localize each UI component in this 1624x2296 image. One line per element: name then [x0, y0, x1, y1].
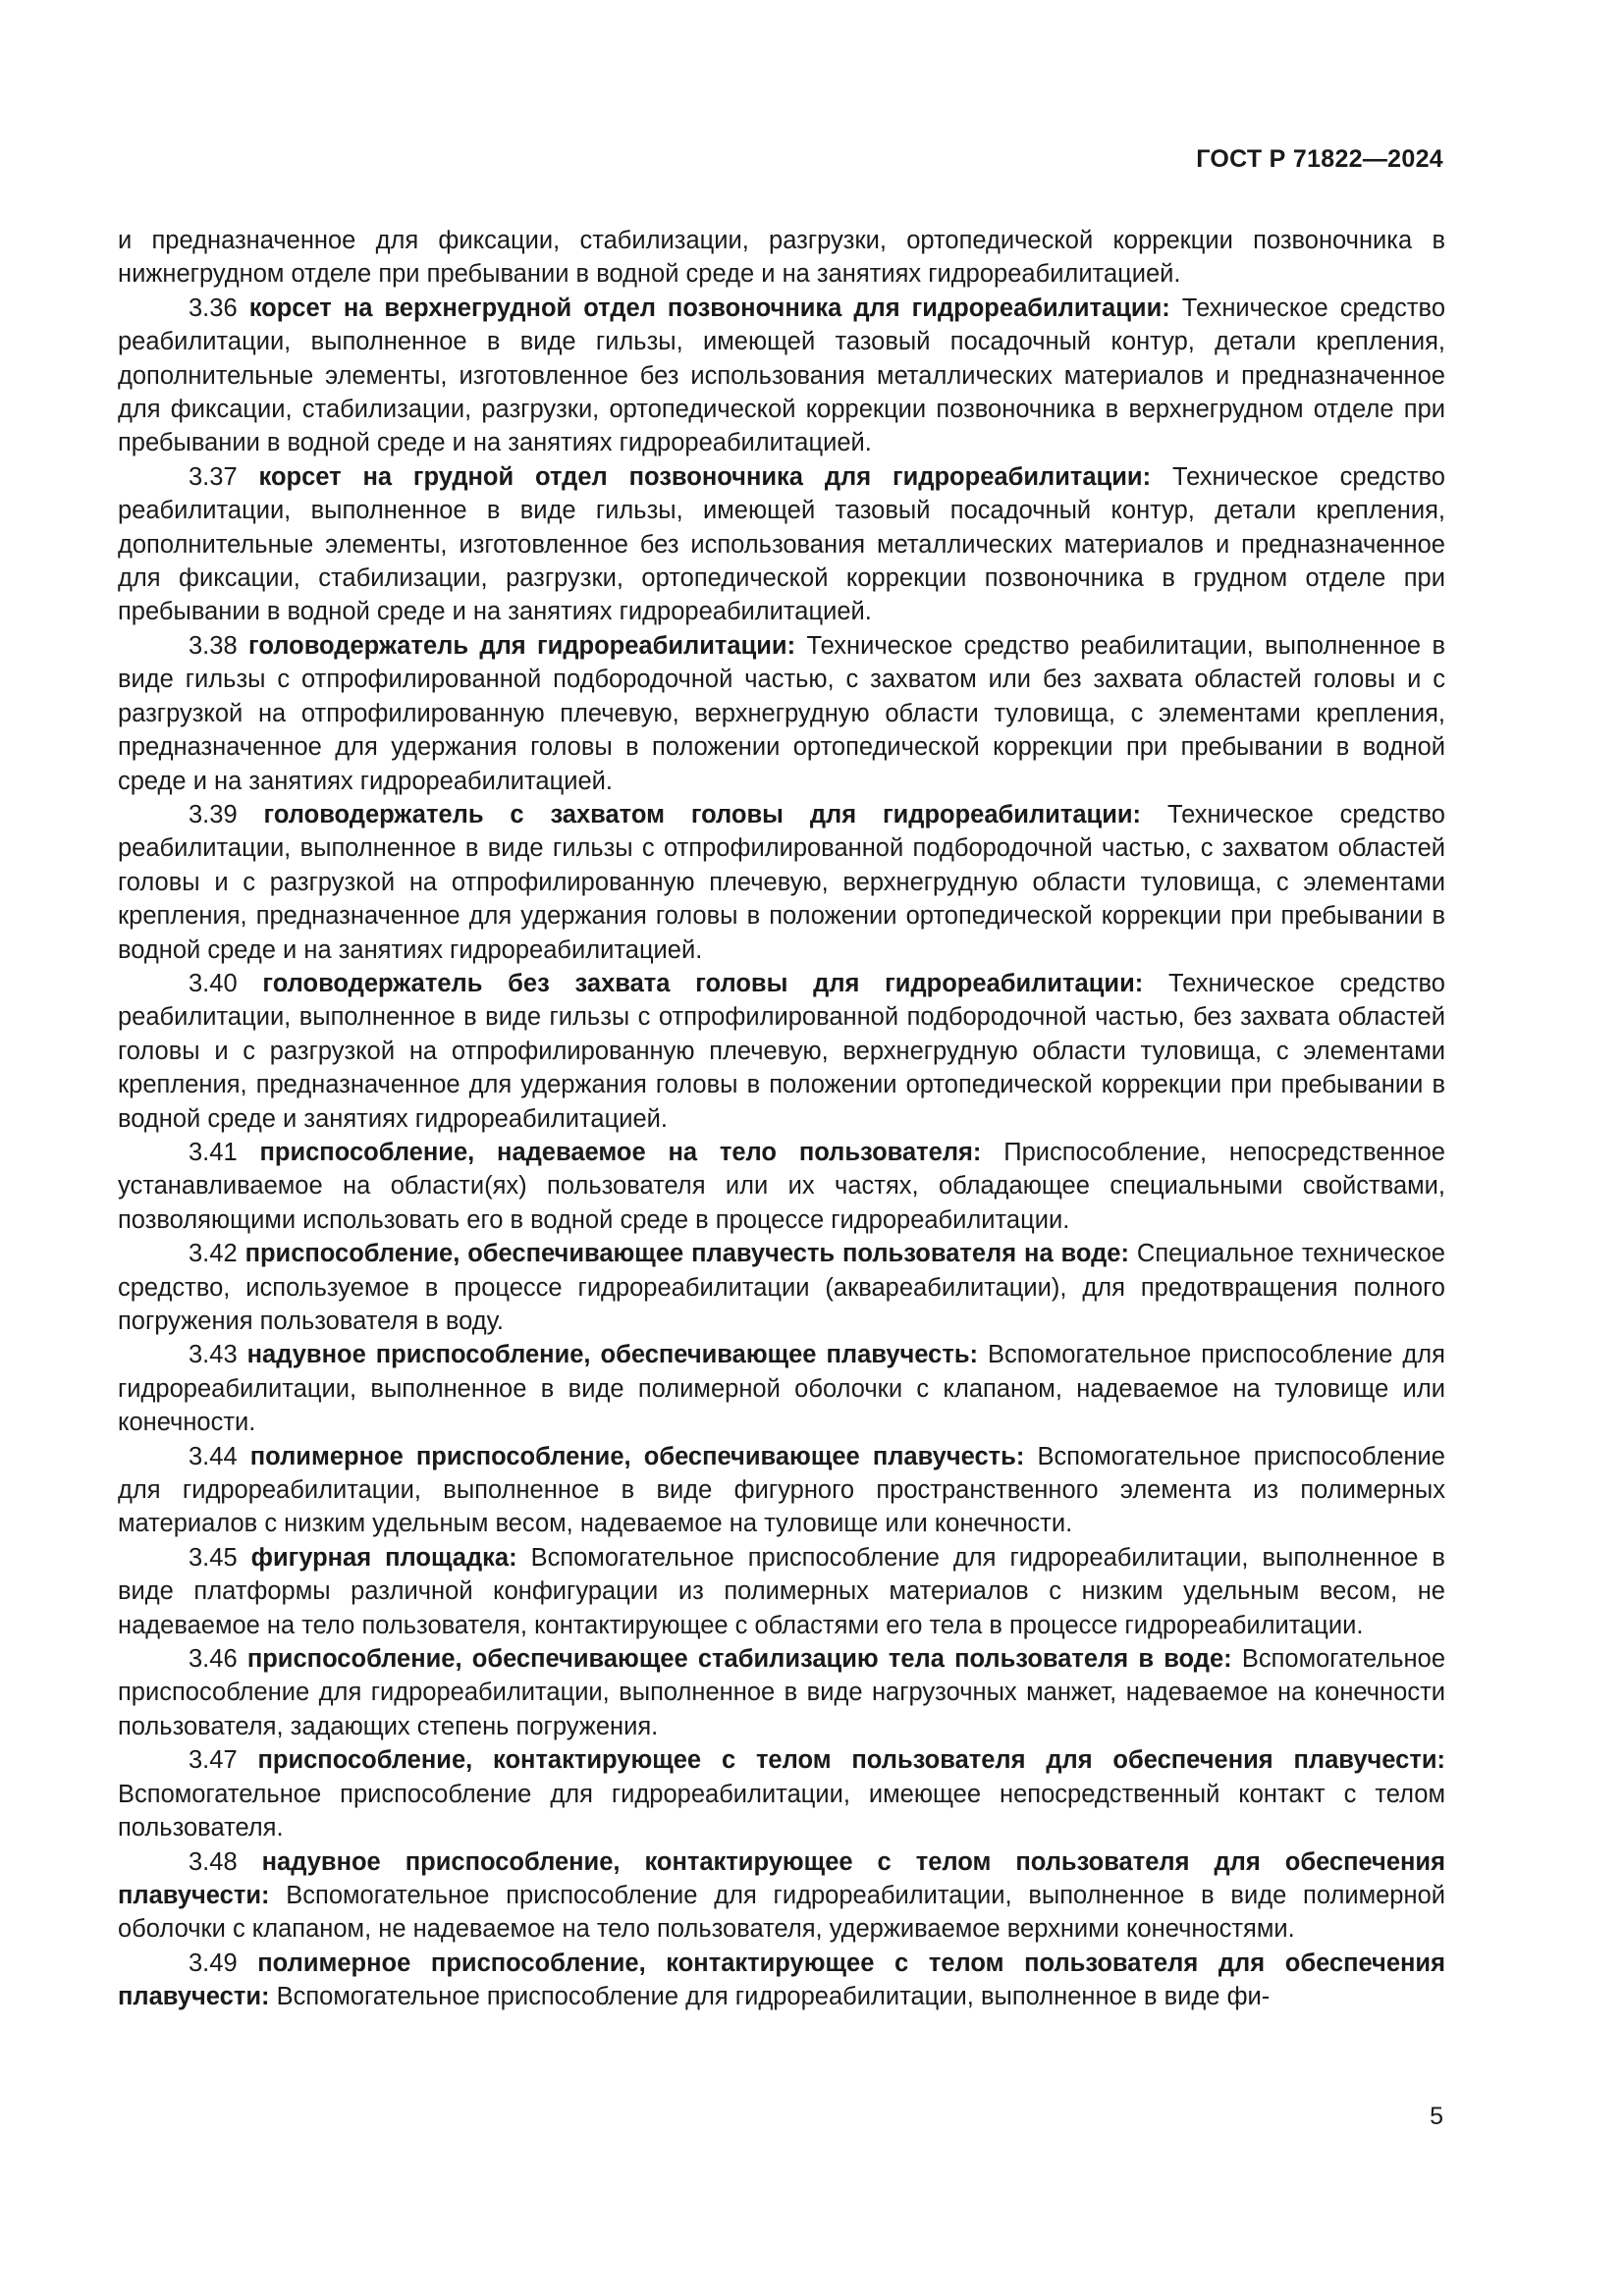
entry-definition: Вспомогательное приспособление для гидрореабилитации, выполненное в виде полимерной оболочки с клапаном, не надеваемое на тело пользователя, удерживаемое верхними конечностями. [118, 1881, 1446, 1944]
entry-definition: Техническое средство реабилитации, выполненное в виде гильзы с отпрофилированной подбородочной частью, с захватом или без захвата областей головы и с разгрузкой на отпрофилированную плечевую, верхнегрудную области туловища, с элементами крепления, предназначенное для удержания головы в положении ортопедической коррекции при пребывании в водной среде и на занятиях гидрореабилитацией. [118, 631, 1445, 795]
entry-term: головодержатель без захвата головы для гидрореабилитации: [262, 969, 1144, 997]
entry-number: 3.43 [189, 1341, 238, 1369]
entry-definition: Вспомогательное приспособление для гидрореабилитации, выполненное в виде платформы различной конфигурации из полимерных материалов с низким удельным весом, не надеваемое на тело пользователя, контактирующее с областями его тела в процессе гидрореабилитации. [118, 1543, 1445, 1639]
definitions-list [118, 292, 1445, 2014]
entry-term: приспособление, обеспечивающее стабилизацию тела пользователя в воде: [246, 1645, 1232, 1674]
entry-term: приспособление, контактирующее с телом пользователя для обеспечения плавучести: [257, 1746, 1445, 1775]
entry-term: фигурная площадка: [250, 1543, 517, 1572]
entry-term: головодержатель для гидрореабилитации: [248, 631, 796, 660]
entry-number: 3.40 [189, 969, 238, 997]
entry-definition: Техническое средство реабилитации, выполненное в виде гильзы с отпрофилированной подбородочной частью, без захвата областей головы и с разгрузкой на отпрофилированную плечевую, верхнегрудную области туловища, с элементами крепления, предназначенное для удержания головы в положении ортопедической коррекции при пребывании в водной среде и занятиях гидрореабилитацией. [118, 969, 1445, 1133]
entry-definition: Техническое средство реабилитации, выполненное в виде гильзы, имеющей тазовый посадочный контур, детали крепления, дополнительные элементы, изготовленное без использования металлических материалов и предназначенное для фиксации, стабилизации, разгрузки, ортопедической коррекции позвоночника в верхнегрудном отделе при пребывании в водной среде и на занятиях гидрореабилитацией. [118, 294, 1445, 457]
definition-entry [118, 1743, 1445, 1844]
entry-definition: Специальное техническое средство, используемое в процессе гидрореабилитации (аквареабилитации), для предотвращения полного погружения пользователя в воду. [118, 1240, 1445, 1335]
entry-number: 3.48 [189, 1847, 238, 1876]
definition-entry [118, 1947, 1445, 2014]
entry-number: 3.38 [189, 631, 238, 660]
definition-entry [118, 967, 1445, 1136]
entry-definition: Приспособление, непосредственное устанавливаемое на области(ях) пользователя или их частях, обладающее специальными свойствами, позволяющими использовать его в водной среде в процессе гидрореабилитации. [118, 1138, 1445, 1234]
definition-entry [118, 460, 1445, 629]
definition-entry [118, 1845, 1445, 1947]
entry-definition: Вспомогательное приспособление для гидрореабилитации, выполненное в виде нагрузочных манжет, надеваемое на конечности пользователя, задающих степень погружения. [118, 1645, 1446, 1740]
definition-entry [118, 798, 1445, 967]
document-code: ГОСТ Р 71822—2024 [1196, 145, 1443, 173]
entry-number: 3.36 [189, 294, 238, 322]
entry-number: 3.39 [189, 800, 238, 828]
entry-term: приспособление, обеспечивающее плавучесть пользователя на воде: [244, 1240, 1129, 1268]
entry-number: 3.44 [189, 1442, 238, 1470]
definition-entry [118, 1541, 1445, 1642]
entry-term: полимерное приспособление, обеспечивающее плавучесть: [249, 1442, 1025, 1470]
definition-entry [118, 1440, 1445, 1541]
entry-definition: Вспомогательное приспособление для гидрореабилитации, выполненное в виде фигурного пространственного элемента из полимерных материалов с низким удельным весом, надеваемое на туловище или конечности. [118, 1442, 1445, 1538]
definition-entry [118, 629, 1445, 798]
entry-definition: Вспомогательное приспособление для гидрореабилитации, выполненное в виде полимерной оболочки с клапаном, надеваемое на туловище или конечности. [118, 1341, 1445, 1437]
entry-term: полимерное приспособление, контактирующее с телом пользователя для обеспечения плавучести: [118, 1949, 1445, 2011]
entry-number: 3.45 [189, 1543, 238, 1572]
definition-entry [118, 1642, 1445, 1743]
entry-term: корсет на верхнегрудной отдел позвоночника для гидрореабилитации: [248, 294, 1170, 322]
entry-term: приспособление, надеваемое на тело пользователя: [259, 1138, 982, 1166]
page-number: 5 [1430, 2103, 1443, 2130]
entry-number: 3.37 [189, 462, 238, 491]
definition-entry [118, 1237, 1445, 1338]
entry-term: надувное приспособление, обеспечивающее плавучесть: [246, 1341, 978, 1369]
entry-definition: Вспомогательное приспособление для гидрореабилитации, имеющее непосредственный контакт с телом пользователя. [118, 1780, 1445, 1842]
definition-entry [118, 1338, 1445, 1439]
entry-number: 3.42 [189, 1240, 238, 1268]
entry-number: 3.46 [189, 1645, 238, 1674]
entry-term: корсет на грудной отдел позвоночника для гидрореабилитации: [258, 462, 1152, 491]
entry-term: надувное приспособление, контактирующее с телом пользователя для обеспечения плавучести: [118, 1847, 1445, 1909]
definition-entry [118, 292, 1445, 460]
entry-definition: Вспомогательное приспособление для гидрореабилитации, выполненное в виде фи- [276, 1983, 1271, 2011]
entry-definition: Техническое средство реабилитации, выполненное в виде гильзы с отпрофилированной подбородочной частью, с захватом областей головы и с разгрузкой на отпрофилированную плечевую, верхнегрудную области туловища, с элементами крепления, предназначенное для удержания головы в положении ортопедической коррекции при пребывании в водной среде и на занятиях гидрореабилитацией. [118, 800, 1445, 964]
continuation-paragraph: и предназначенное для фиксации, стабилизации, разгрузки, ортопедической коррекции позвоночника в нижнегрудном отделе при пребывании в водной среде и на занятиях гидрореабилитацией. [118, 227, 1445, 289]
definition-entry [118, 1136, 1445, 1237]
entry-number: 3.49 [189, 1949, 238, 1977]
entry-number: 3.41 [189, 1138, 238, 1166]
entry-number: 3.47 [189, 1746, 238, 1775]
entry-definition: Техническое средство реабилитации, выполненное в виде гильзы, имеющей тазовый посадочный контур, детали крепления, дополнительные элементы, изготовленное без использования металлических материалов и предназначенное для фиксации, стабилизации, разгрузки, ортопедической коррекции позвоночника в грудном отделе при пребывании в водной среде и на занятиях гидрореабилитацией. [118, 462, 1445, 626]
document-body [118, 224, 1445, 2014]
entry-term: головодержатель с захватом головы для гидрореабилитации: [263, 800, 1142, 828]
